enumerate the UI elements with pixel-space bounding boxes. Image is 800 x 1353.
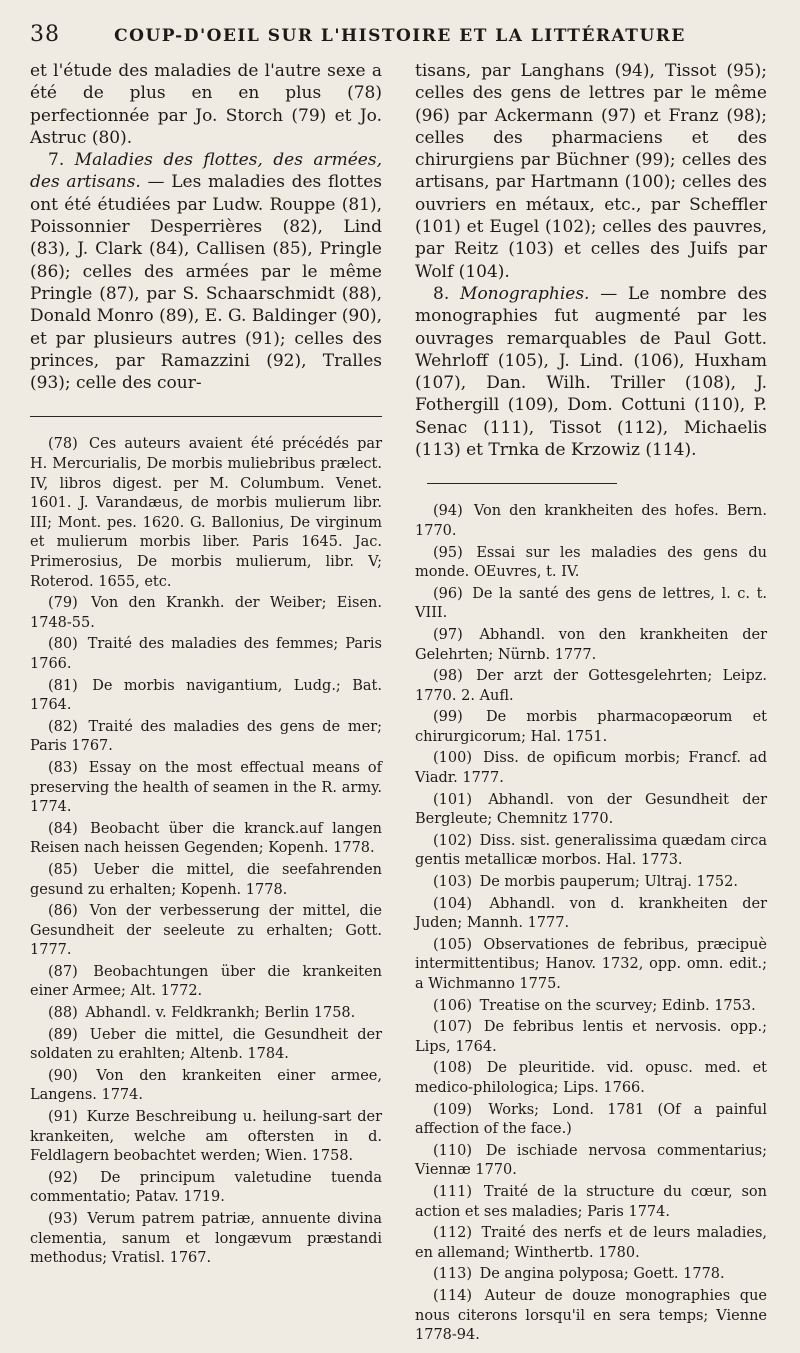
footnote-number: (107) <box>433 1019 472 1036</box>
section-number: 7. <box>48 150 65 171</box>
footnotes <box>415 502 767 1345</box>
footnote-number: (95) <box>433 544 463 561</box>
footnote-text: De pleuritide. vid. opusc. med. et medico-philologica; Lips. 1766. <box>415 1060 768 1096</box>
paragraph: et l'étude des maladies de l'autre sexe a été de plus en en plus (78) perfectionnée par Jo. Storch (79) et Jo. Astruc (80). <box>30 61 382 148</box>
footnote-number: (104) <box>433 895 472 912</box>
footnote <box>415 585 767 624</box>
footnote-text: Von den krankheiten des hofes. Bern. 1770. <box>415 503 768 539</box>
footnote-number: (101) <box>433 791 472 808</box>
footnote-text: Ueber die mittel, die seefahrenden gesund zu erhalten; Kopenh. 1778. <box>30 861 382 898</box>
footnote-text: Ces auteurs avaient été précédés par H. Mercurialis, De morbis muliebribus prælect. IV, libros digest. per M. Columbum. Venet. 1601. J. Varandæus, de morbis mulierum libr. III; Mont. pes. 1620. G. Ballonius, De virginum et mulierum morbis liber. Paris 1645. Jac. Primerosius, De morbis mulierum, libr. V; Roterod. 1655, etc. <box>30 436 382 590</box>
footnote <box>30 1067 382 1106</box>
footnote-number: (88) <box>48 1005 78 1022</box>
footnote-text: Kurze Beschreibung u. heilung-sart der krankeiten, welche am oftersten in d. Feldlagern beobachtet werden; Wien. 1758. <box>30 1109 382 1165</box>
footnote-text: Essay on the most effectual means of preserving the health of seamen in the R. army. 1774. <box>30 759 383 816</box>
section-number: 8. <box>433 283 450 304</box>
footnote-number: (105) <box>433 936 472 953</box>
footnote-text: Verum patrem patriæ, annuente divina clementia, sanum et longævum præstandi methodus; Vratisl. 1767. <box>30 1211 382 1267</box>
footnote <box>415 1224 767 1263</box>
footnote-number: (91) <box>48 1109 78 1126</box>
footnote-number: (98) <box>433 668 463 685</box>
footnote <box>30 635 382 674</box>
footnote-number: (80) <box>48 636 78 653</box>
footnote-text: Traité de la structure du cœur, son action et ses maladies; Paris 1774. <box>415 1183 767 1220</box>
section-title: Maladies des flottes, des armées, des artisans. <box>30 150 382 193</box>
section-text: Le nombre des monographies fut augmenté par les ouvrages remarquables de Paul Gott. Wehrloff (105), J. Lind. (106), Huxham (107), Dan. Wilh. Triller (108), J. Fothergill (109), Dom. Cottuni (110), P. Senac (111), Tissot (112), Michaelis (113) et Trnka de Krzowiz (114). <box>415 283 768 461</box>
footnote-text: De febribus lentis et nervosis. opp.; Lips, 1764. <box>415 1019 767 1055</box>
footnote-separator <box>30 416 382 417</box>
footnote <box>30 677 382 716</box>
footnote-text: Traité des nerfs et de leurs maladies, en allemand; Winthertb. 1780. <box>415 1225 768 1261</box>
footnote-text: De morbis pharmacopæorum et chirurgicorum; Hal. 1751. <box>415 709 767 745</box>
footnote-text: Abhandl. von den krankheiten der Gelehrten; Nürnb. 1777. <box>415 626 767 663</box>
footnote-number: (94) <box>433 503 463 520</box>
footnote-number: (85) <box>48 861 78 878</box>
footnotes <box>30 435 382 1268</box>
footnote <box>415 667 767 706</box>
footnote-text: Der arzt der Gottesgelehrten; Leipz. 1770. 2. Aufl. <box>415 668 768 704</box>
footnote-number: (81) <box>48 677 78 694</box>
footnote-number: (83) <box>48 759 78 776</box>
footnote <box>415 873 767 893</box>
section-text: Les maladies des flottes ont été étudiées par Ludw. Rouppe (81), Poissonnier Desperrières (82), Lind (83), J. Clark (84), Callisen (85), Pringle (86); celles des armées par le même Pringle (87), par S. Schaarschmidt (88), Donald Monro (89), E. G. Baldinger (90), et par plusieurs autres (91); celles des princes, par Ramazzini (92), Tralles (93); celle des cour- <box>30 172 382 394</box>
footnote-text: Works; Lond. 1781 (Of a painful affection of the face.) <box>415 1101 768 1138</box>
footnote-number: (96) <box>433 585 463 602</box>
footnote-text: Beobacht über die kranck.auf langen Reisen nach heissen Gegenden; Kopenh. 1778. <box>30 820 382 857</box>
paragraph: tisans, par Langhans (94), Tissot (95); celles des gens de lettres par le même (96) par Ackermann (97) et Franz (98); celles des pharmaciens et des chirurgiens par Büchner (99); celles des artisans, par Hartmann (100); celles des ouvriers en métaux, etc., par Scheffler (101) et Eugel (102); celles des pauvres, par Reitz (103) et celles des Juifs par Wolf (104). <box>415 61 767 282</box>
footnote-text: Ueber die mittel, die Gesundheit der soldaten zu erahlten; Altenb. 1784. <box>30 1026 383 1063</box>
footnote-text: De angina polyposa; Goett. 1778. <box>479 1266 725 1283</box>
footnote <box>415 1142 767 1181</box>
page-header <box>26 20 774 46</box>
footnote-text: Essai sur les maladies des gens du monde. OEuvres, t. IV. <box>415 544 767 581</box>
footnote-text: Von den Krankh. der Weiber; Eisen. 1748-55. <box>30 595 383 631</box>
footnote <box>30 820 382 859</box>
footnote-text: Observationes de febribus, præcipuè intermittentibus; Hanov. 1732, opp. omn. edit.; a Wichmanno 1775. <box>415 936 768 992</box>
footnote <box>415 1018 767 1057</box>
footnote-text: Von der verbesserung der mittel, die Gesundheit der seeleute zu erhalten; Gott. 1777. <box>30 903 383 959</box>
footnote-number: (112) <box>433 1225 472 1242</box>
footnote-number: (92) <box>48 1169 78 1186</box>
footnote-number: (103) <box>433 874 472 891</box>
footnote <box>30 594 382 633</box>
footnote-text: Abhandl. von d. krankheiten der Juden; Mannh. 1777. <box>415 895 767 932</box>
footnote-text: De ischiade nervosa commentarius; Viennæ 1770. <box>415 1142 767 1179</box>
right-body <box>415 60 767 461</box>
footnote <box>30 861 382 900</box>
footnote <box>415 502 767 541</box>
footnote <box>415 1101 767 1140</box>
footnote-number: (79) <box>48 595 78 612</box>
footnote <box>30 718 382 757</box>
footnote-number: (99) <box>433 709 463 726</box>
footnote-number: (82) <box>48 718 78 735</box>
footnote-text: Abhandl. v. Feldkrankh; Berlin 1758. <box>85 1005 356 1022</box>
footnote-text: De morbis navigantium, Ludg.; Bat. 1764. <box>30 677 382 714</box>
footnote <box>415 708 767 747</box>
footnote <box>415 997 767 1017</box>
section-title: Monographies. <box>460 283 590 304</box>
footnote <box>415 1265 767 1285</box>
paragraph-section-8: 8. Monographies. — Le nombre des monographies fut augmenté par les ouvrages remarquables de Paul Gott. Wehrloff (105), J. Lind. (106), Huxham (107), Dan. Wilh. Triller (108), J. Fothergill (109), Dom. Cottuni (110), P. Senac (111), Tissot (112), Michaelis (113) et Trnka de Krzowiz (114). <box>415 283 768 461</box>
running-title: COUP-D'OEIL SUR L'HISTOIRE ET LA LITTÉRATURE <box>114 26 686 46</box>
footnote-number: (111) <box>433 1183 472 1200</box>
right-column <box>415 60 767 1348</box>
footnote-number: (109) <box>433 1101 472 1118</box>
page-number: 38 <box>30 22 60 47</box>
footnote-text: Diss. de opificum morbis; Francf. ad Viadr. 1777. <box>415 750 767 787</box>
footnote-text: Traité des maladies des femmes; Paris 1766. <box>30 636 382 672</box>
footnote-number: (106) <box>433 997 472 1014</box>
footnote-text: Abhandl. von der Gesundheit der Bergleute; Chemnitz 1770. <box>415 791 768 828</box>
footnote <box>30 1004 382 1024</box>
footnote-number: (97) <box>433 626 463 643</box>
footnote-number: (100) <box>433 750 472 767</box>
footnote-number: (93) <box>48 1211 78 1228</box>
footnote-number: (90) <box>48 1067 78 1084</box>
footnote <box>30 1108 382 1167</box>
footnote-number: (84) <box>48 820 78 837</box>
footnote-number: (108) <box>433 1060 472 1077</box>
footnote-text: Auteur de douze monographies que nous citerons lorsqu'il en sera temps; Vienne 1778-94. <box>415 1287 767 1344</box>
footnote-number: (87) <box>48 963 78 980</box>
footnote-text: Traité des maladies des gens de mer; Paris 1767. <box>30 718 383 755</box>
paragraph-section-7: 7. Maladies des flottes, des armées, des artisans. — Les maladies des flottes ont été étudiées par Ludw. Rouppe (81), Poissonnier Desperrières (82), Lind (83), J. Clark (84), Callisen (85), Pringle (86); celles des armées par le même Pringle (87), par S. Schaarschmidt (88), Donald Monro (89), E. G. Baldinger (90), et par plusieurs autres (91); celles des princes, par Ramazzini (92), Tralles (93); celle des cour- <box>30 150 382 394</box>
footnote <box>30 1210 382 1269</box>
footnote <box>415 791 767 830</box>
footnote-text: Treatise on the scurvey; Edinb. 1753. <box>479 997 756 1014</box>
footnote-text: Diss. sist. generalissima quædam circa gentis metallicæ morbos. Hal. 1773. <box>415 832 767 869</box>
footnote-text: De principum valetudine tuenda commentatio; Patav. 1719. <box>30 1169 382 1206</box>
footnote <box>415 544 767 583</box>
left-body <box>30 60 382 394</box>
footnote <box>30 902 382 961</box>
footnote <box>415 895 767 934</box>
footnote-number: (78) <box>48 436 78 453</box>
footnote <box>415 1183 767 1222</box>
footnote-text: Beobachtungen über die krankeiten einer Armee; Alt. 1772. <box>30 963 382 1000</box>
footnote-text: De morbis pauperum; Ultraj. 1752. <box>479 874 738 891</box>
footnote-number: (86) <box>48 903 78 920</box>
footnote-number: (110) <box>433 1142 472 1159</box>
footnote <box>415 936 767 995</box>
footnote <box>30 1026 382 1065</box>
footnote-text: De la santé des gens de lettres, l. c. t. VIII. <box>415 585 767 622</box>
left-column <box>30 60 382 1271</box>
footnote <box>30 759 382 818</box>
footnote <box>415 626 767 665</box>
footnote-number: (113) <box>433 1266 472 1283</box>
footnote <box>415 749 767 788</box>
footnote-number: (114) <box>433 1287 472 1304</box>
footnote-text: Von den krankeiten einer armee, Langens. 1774. <box>30 1067 382 1104</box>
footnote-number: (89) <box>48 1026 78 1043</box>
footnote <box>415 1059 767 1098</box>
footnote <box>30 963 382 1002</box>
footnote <box>30 435 382 592</box>
footnote-separator <box>427 483 617 484</box>
footnote-number: (102) <box>433 832 472 849</box>
footnote <box>415 832 767 871</box>
footnote <box>30 1169 382 1208</box>
footnote <box>415 1287 767 1346</box>
